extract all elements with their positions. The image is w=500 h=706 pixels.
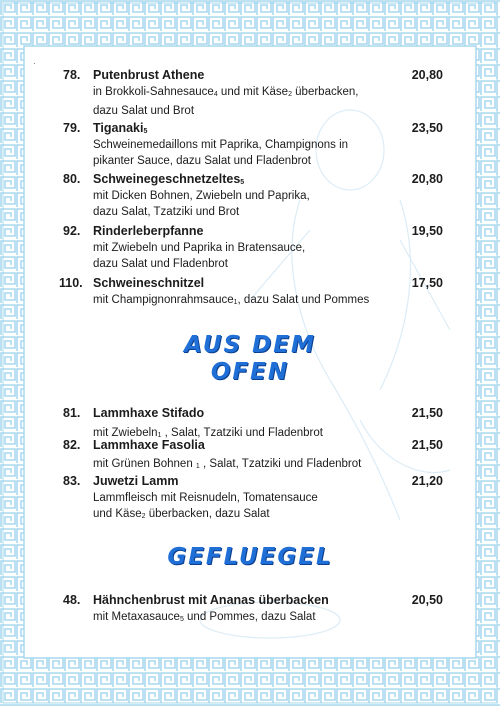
- item-number: 78.: [63, 68, 81, 82]
- item-number: 92.: [63, 224, 81, 238]
- section-heading-gefluegel: [0, 544, 500, 571]
- item-name: Schweineschnitzel: [93, 276, 205, 290]
- item-price: 23,50: [411, 121, 443, 135]
- item-price: 20,80: [411, 68, 443, 82]
- item-description: mit Zwiebeln und Paprika in Bratensauce, dazu Salat und Fladenbrot: [93, 242, 306, 270]
- item-description: mit Grünen Bohnen $_1$ , Salat, Tzatziki und Fladenbrot: [93, 458, 362, 470]
- item-number: 79.: [63, 121, 81, 135]
- heading-line-1: AUS DEM: [184, 332, 316, 358]
- speck-mark: ·: [33, 59, 36, 68]
- item-description: mit Dicken Bohnen, Zwiebeln und Paprika, dazu Salat, Tzatziki und Brot: [93, 190, 310, 218]
- section-heading-aus-dem-ofen: [0, 332, 500, 386]
- item-name: Juwetzi Lamm: [93, 474, 179, 488]
- item-description: mit Zwiebeln$_1$ , Salat, Tzatziki und Fladenbrot: [93, 427, 323, 439]
- item-name: Schweinegeschnetzeltes$_5$: [93, 172, 245, 186]
- item-number: 80.: [63, 172, 81, 186]
- item-price: 21,20: [411, 474, 443, 488]
- heading-line-2: OFEN: [210, 359, 290, 385]
- item-number: 82.: [63, 438, 81, 452]
- item-number: 81.: [63, 406, 81, 420]
- item-description: Lammfleisch mit Reisnudeln, Tomatensauce und Käse$_2$ überbacken, dazu Salat: [93, 492, 318, 520]
- item-number: 48.: [63, 593, 81, 607]
- item-number: 110.: [59, 276, 83, 290]
- heading-line-1: GEFLUEGEL: [167, 544, 333, 570]
- item-price: 20,50: [411, 593, 443, 607]
- item-price: 21,50: [411, 406, 443, 420]
- item-number: 83.: [63, 474, 81, 488]
- item-description: in Brokkoli-Sahnesauce$_4$ und mit Käse$_2$ überbacken, dazu Salat und Brot: [93, 86, 359, 117]
- item-description: mit Metaxasauce$_5$ und Pommes, dazu Salat: [93, 611, 316, 623]
- item-name: Lammhaxe Stifado: [93, 406, 205, 420]
- item-name: Tiganaki$_5$: [93, 121, 148, 135]
- item-price: 20,80: [411, 172, 443, 186]
- item-price: 21,50: [411, 438, 443, 452]
- item-name: Hähnchenbrust mit Ananas überbacken: [93, 593, 329, 607]
- item-name: Putenbrust Athene: [93, 68, 205, 82]
- item-description: mit Champignonrahmsauce$_1$, dazu Salat und Pommes: [93, 294, 370, 306]
- item-name: Lammhaxe Fasolia: [93, 438, 205, 452]
- item-price: 19,50: [411, 224, 443, 238]
- item-name: Rinderleberpfanne: [93, 224, 204, 238]
- item-description: Schweinemedaillons mit Paprika, Champignons in pikanter Sauce, dazu Salat und Fladenbrot: [93, 139, 349, 167]
- item-price: 17,50: [411, 276, 443, 290]
